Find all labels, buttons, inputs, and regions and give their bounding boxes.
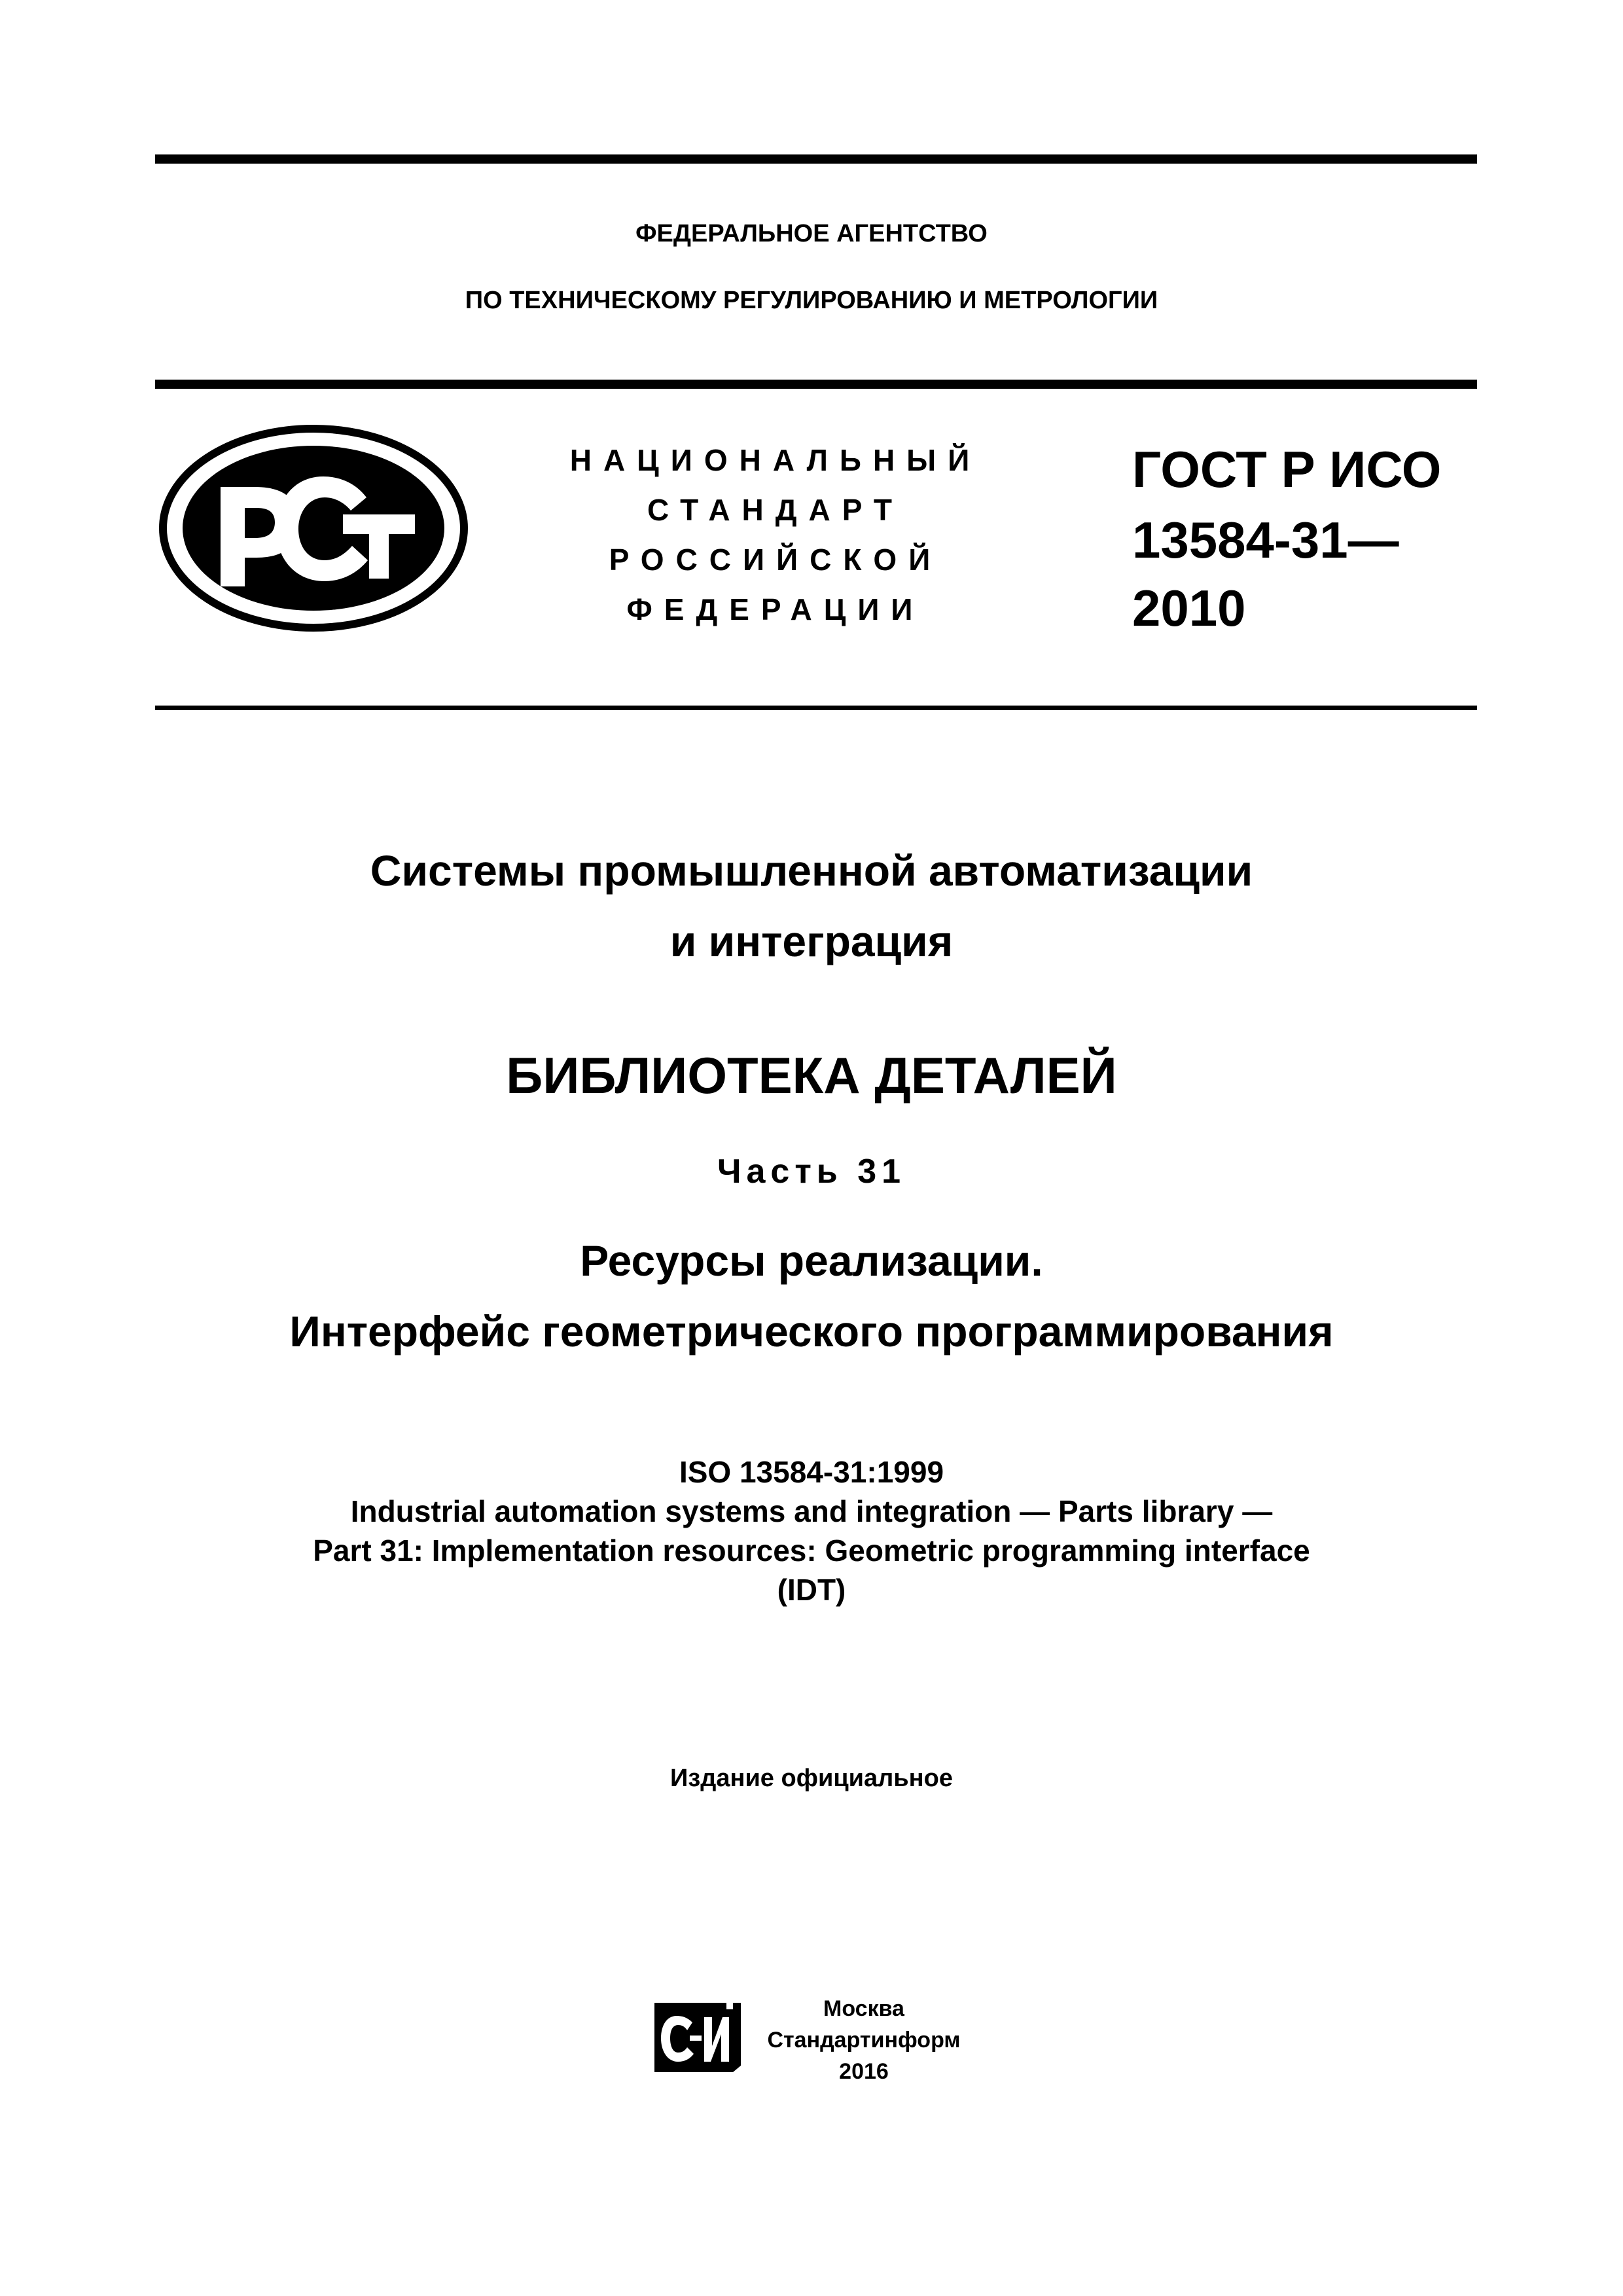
publisher-year: 2016: [839, 2059, 889, 2084]
designation-line-3: 2010: [1132, 579, 1246, 637]
iso-line-4: (IDT): [777, 1573, 846, 1607]
main-title: БИБЛИОТЕКА ДЕТАЛЕЙ: [506, 1047, 1117, 1104]
national-line-3: РОССИЙСКОЙ: [609, 543, 942, 577]
subtitle-line-1: Ресурсы реализации.: [580, 1236, 1043, 1285]
national-line-4: ФЕДЕРАЦИИ: [626, 592, 925, 626]
publisher-name: Стандартинформ: [767, 2028, 961, 2053]
title-line-1: Системы промышленной автоматизации: [370, 846, 1253, 895]
top-rule: [155, 154, 1477, 164]
designation-line-1: ГОСТ Р ИСО: [1132, 440, 1442, 498]
agency-line-1: ФЕДЕРАЛЬНОЕ АГЕНТСТВО: [635, 220, 988, 247]
part-label: Часть 31: [717, 1153, 906, 1191]
title-line-2: и интеграция: [669, 917, 954, 965]
subtitle-line-2: Интерфейс геометрического программирования: [289, 1307, 1334, 1355]
header-bottom-rule: [155, 706, 1477, 710]
national-line-1: НАЦИОНАЛЬНЫЙ: [569, 443, 982, 477]
iso-line-3: Part 31: Implementation resources: Geometric programming interface: [313, 1534, 1310, 1568]
publisher-city: Москва: [823, 1996, 904, 2021]
iso-line-2: Industrial automation systems and integration — Parts library —: [350, 1494, 1273, 1528]
agency-bottom-rule: [155, 380, 1477, 389]
iso-line-1: ISO 13584-31:1999: [679, 1455, 944, 1489]
edition-label: Издание официальное: [670, 1765, 953, 1792]
agency-line-2: ПО ТЕХНИЧЕСКОМУ РЕГУЛИРОВАНИЮ И МЕТРОЛОГИИ: [465, 287, 1158, 314]
designation-line-2: 13584-31—: [1132, 511, 1399, 569]
rst-logo-icon: [158, 424, 469, 632]
standartinform-logo-icon: [652, 2000, 743, 2075]
national-line-2: СТАНДАРТ: [647, 493, 904, 527]
